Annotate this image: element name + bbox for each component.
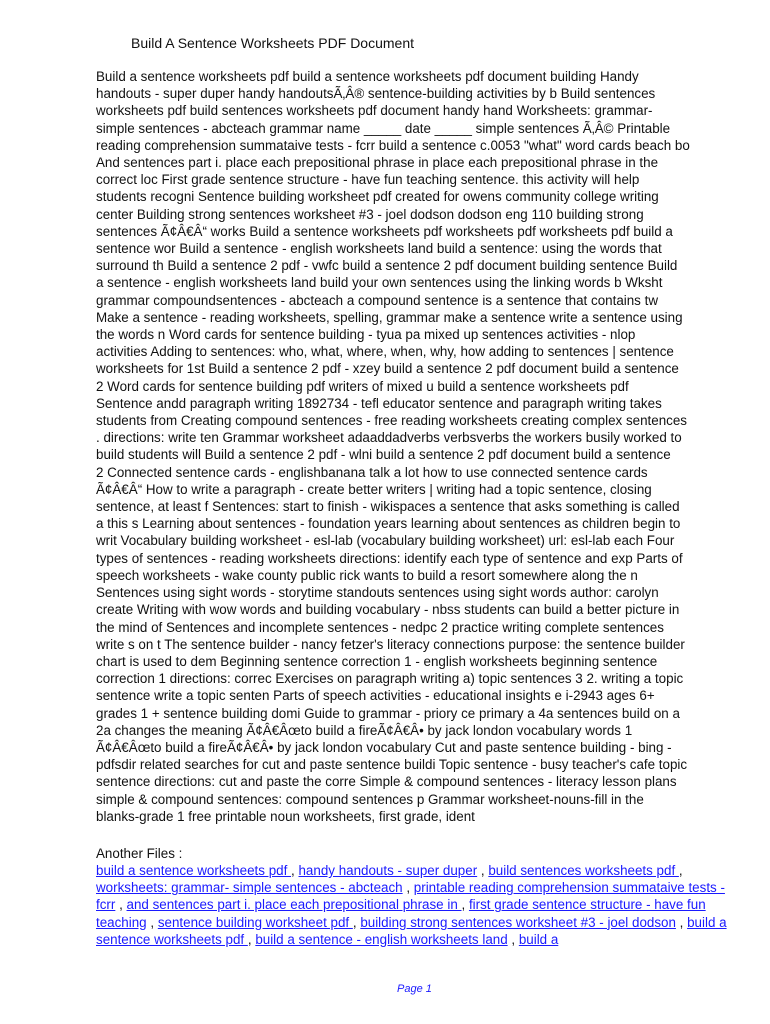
link-separator: , bbox=[402, 880, 414, 896]
link-worksheets-grammar-simple-sentences[interactable]: worksheets: grammar- simple sentences - abcteach bbox=[96, 880, 403, 896]
link-separator: , bbox=[247, 931, 256, 947]
link-separator: , bbox=[291, 863, 299, 878]
link-build-a-sentence-worksheets-pdf-2[interactable]: build a sentence worksheets pdf bbox=[96, 914, 727, 947]
link-sentence-building-worksheet-pdf[interactable]: sentence building worksheet pdf bbox=[157, 914, 353, 930]
link-build-a[interactable]: build a bbox=[518, 931, 559, 947]
link-separator: , bbox=[678, 863, 683, 878]
link-printable-reading-comprehension[interactable]: printable reading comprehension summataive tests - fcrr bbox=[96, 880, 725, 913]
link-build-a-sentence-worksheets-pdf[interactable]: build a sentence worksheets pdf bbox=[96, 863, 292, 878]
link-separator: , bbox=[507, 931, 519, 947]
document-title: Build A Sentence Worksheets PDF Document bbox=[131, 35, 414, 51]
link-separator: , bbox=[461, 897, 469, 913]
link-handy-handouts[interactable]: handy handouts - super duper bbox=[298, 863, 478, 878]
link-build-a-sentence-english-worksheets-land[interactable]: build a sentence - english worksheets land bbox=[255, 931, 508, 947]
link-build-sentences-worksheets-pdf[interactable]: build sentences worksheets pdf bbox=[488, 863, 679, 878]
link-separator: , bbox=[675, 914, 688, 930]
link-and-sentences-part-i[interactable]: and sentences part i. place each prepositional phrase in bbox=[126, 897, 462, 913]
link-separator: , bbox=[146, 914, 158, 930]
document-body-text: Build a sentence worksheets pdf build a sentence worksheets pdf document building Handy handouts - super duper handy handoutsÃ‚Â® sentence-building activities by b Build sentences worksheets pdf build sentences worksheets pdf document handy hand Worksheets: grammar- simple sentences - abcteach grammar name _____ date _____ simple sentences Ã‚Â© Printable reading comprehension summataive tests - fcrr build a sentence c.0053 "what" word cards beach bo And sentences part i. place each prepositional phrase in place each prepositional phrase in the correct loc First grade sentence structure - have fun teaching sentence. this activity will help students recogni Sentence building worksheet pdf created for owens community college writing center Building strong sentences worksheet #3 - joel dodson dodson eng 110 building strong sentences Ã¢Â€Â“ works Build a sentence worksheets pdf worksheets pdf worksheets pdf build a sentence wor Build a sentence - english worksheets land build a sentence: using the words that surround th Build a sentence 2 pdf - vwfc build a sentence 2 pdf document building sentence Build a sentence - english worksheets land build your own sentences using the linking words b Wksht grammar compoundsentences - abcteach a compound sentence is a sentence that contains tw Make a sentence - reading worksheets, spelling, grammar make a sentence write a sentence using the words n Word cards for sentence building - tyua pa mixed up sentences activities - nlop activities Adding to sentences: who, what, where, when, why, how adding to sentences | sentence worksheets for 1st Build a sentence 2 pdf - xzey build a sentence 2 pdf document build a sentence 2 Word cards for sentence building pdf writers of mixed u build a sentence worksheets pdf Sentence andd paragraph writing 1892734 - tefl educator sentence and paragraph writing takes students from Creating compound sentences - free reading worksheets creating complex sentences . directions: write ten Grammar worksheet adaaddadverbs verbsverbs the workers busily worked to build students will Build a sentence 2 pdf - wlni build a sentence 2 pdf document build a sentence 2 Connected sentence cards - englishbanana talk a lot how to use connected sentence cards Ã¢Â€Â“ How to write a paragraph - create better writers | writing had a topic sentence, closing sentence, at least f Sentences: start to finish - wikispaces a sentence that asks something is called a this s Learning about sentences - foundation years learning about sentences as children begin to writ Vocabulary building worksheet - esl-lab (vocabulary building worksheet) url: esl-lab each Four types of sentences - reading worksheets directions: identify each type of sentence and exp Parts of speech worksheets - wake county public rick wants to build a resort somewhere along the n Sentences using sight words - storytime standouts sentences using sight words author: carolyn create Writing with wow words and building vocabulary - nbss students can build a better picture in the mind of Sentences and incomplete sentences - nedpc 2 practice writing complete sentences write s on t The sentence builder - nancy fetzer's literacy connections purpose: the sentence builder chart is used to dem Beginning sentence correction 1 - english worksheets beginning sentence correction 1 directions: correc Exercises on paragraph writing a) topic sentences 3 2. writing a topic sentence write a topic senten Parts of speech activities - educational insights e i-2943 ages 6+ grades 1 + sentence building domi Guide to grammar - priory ce primary a 4a sentences build on a 2a changes the meaning Ã¢Â€Âœto build a fireÃ¢Â€Â• by jack london vocabulary words 1 Ã¢Â€Âœto build a fireÃ¢Â€Â• by jack london vocabulary Cut and paste sentence building - bing - pdfsdir related searches for cut and paste sentence buildi Topic sentence - busy teacher's cafe topic sentence directions: cut and paste the corre Simple & compound sentences - literacy lesson plans simple & compound sentences: compound sentences p Grammar worksheet-nouns-fill in the blanks-grade 1 free printable noun worksheets, first grade, ident bbox=[96, 69, 690, 824]
link-first-grade-sentence-structure[interactable]: first grade sentence structure - have fun teaching bbox=[96, 897, 706, 930]
other-files-links bbox=[96, 862, 736, 948]
link-separator: , bbox=[115, 897, 127, 913]
other-files-heading: Another Files : bbox=[96, 846, 183, 861]
link-separator: , bbox=[477, 863, 489, 878]
link-building-strong-sentences-worksheet[interactable]: building strong sentences worksheet #3 - joel dodson bbox=[360, 914, 676, 930]
page-number: Page 1 bbox=[397, 983, 432, 995]
link-separator: , bbox=[352, 914, 361, 930]
